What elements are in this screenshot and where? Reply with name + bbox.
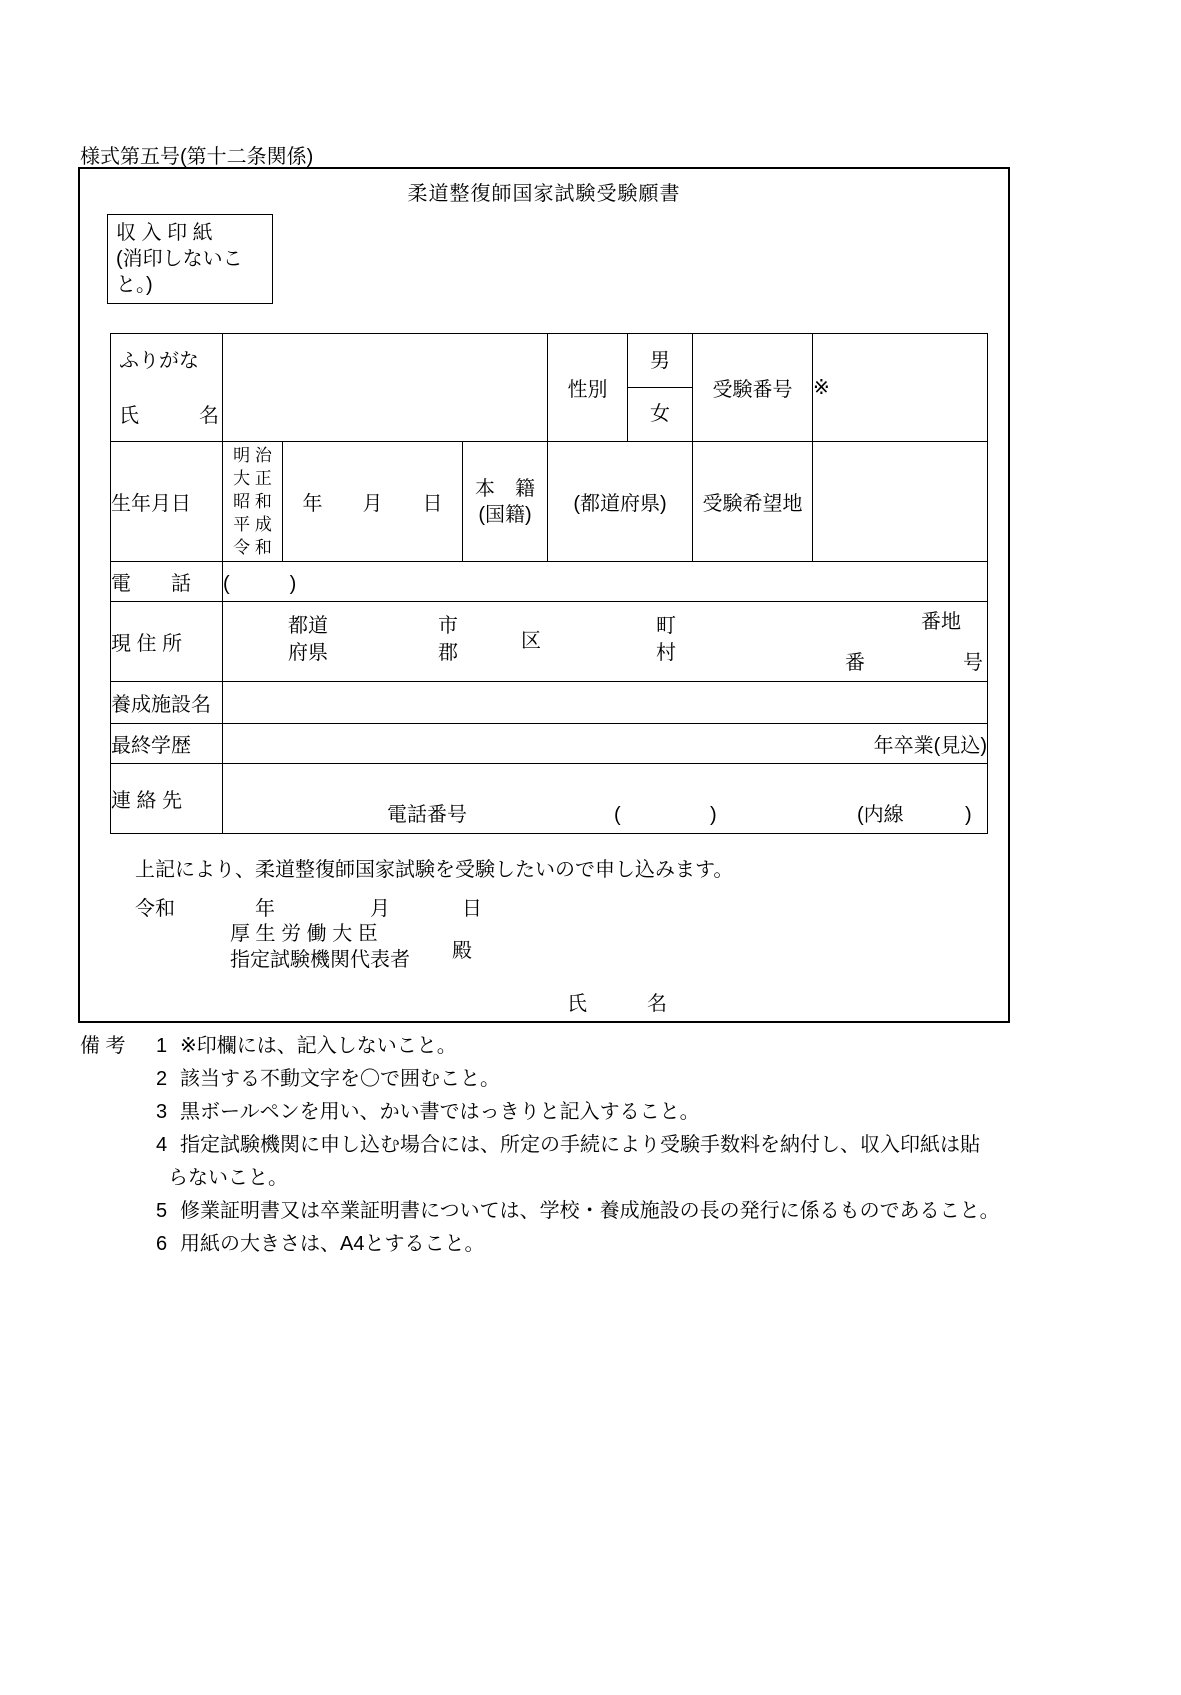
address-town-hint bbox=[656, 613, 676, 667]
addressee-agency-label: 指定試験機関代表者 bbox=[230, 949, 410, 971]
name-label-cell bbox=[111, 334, 223, 442]
furigana-label: ふりがな bbox=[119, 349, 199, 372]
table-row bbox=[111, 724, 988, 764]
table-row bbox=[111, 682, 988, 724]
list-item bbox=[80, 1030, 1140, 1063]
address-input-area bbox=[223, 602, 988, 682]
declaration-year-unit: 年 bbox=[255, 898, 275, 920]
address-city-line2: 郡 bbox=[438, 641, 458, 664]
stamp-box-line2: (消印しないこ bbox=[116, 248, 243, 270]
declaration-addressee bbox=[230, 921, 410, 973]
note-number: 5 bbox=[156, 1200, 168, 1222]
education-label: 最終学歴 bbox=[111, 724, 223, 764]
declaration-statement: 上記により、柔道整復師国家試験を受験したいので申し込みます。 bbox=[135, 859, 734, 881]
note-text: 用紙の大きさは、A4とすること。 bbox=[180, 1233, 485, 1255]
note-number: 2 bbox=[156, 1068, 168, 1090]
contact-extension-open: (内線 bbox=[857, 803, 904, 826]
contact-label: 連 絡 先 bbox=[111, 764, 223, 834]
address-prefecture-line2: 府県 bbox=[288, 641, 328, 664]
list-item bbox=[80, 1129, 1140, 1195]
list-item bbox=[80, 1063, 1140, 1096]
exam-number-input-area bbox=[813, 334, 988, 442]
contact-hints bbox=[223, 765, 987, 833]
note-text: 黒ボールペンを用い、かい書ではっきりと記入すること。 bbox=[180, 1101, 700, 1123]
address-go-hint: 号 bbox=[963, 651, 983, 674]
address-city-line1: 市 bbox=[438, 614, 458, 637]
list-item bbox=[80, 1096, 1140, 1129]
table-row bbox=[111, 334, 988, 442]
training-school-label: 養成施設名 bbox=[111, 682, 223, 724]
contact-extension-close: ) bbox=[965, 803, 972, 826]
application-table bbox=[110, 333, 988, 834]
note-number: 6 bbox=[156, 1233, 168, 1255]
name-input-area bbox=[223, 334, 548, 442]
address-town-line1: 町 bbox=[656, 614, 676, 637]
exam-site-label: 受験希望地 bbox=[693, 442, 813, 562]
contact-phone-label: 電話番号 bbox=[387, 803, 467, 826]
era-option-showa: 昭 和 bbox=[233, 492, 272, 511]
note-text: 指定試験機関に申し込む場合には、所定の手続により受験手数料を納付し、収入印紙は貼 bbox=[180, 1134, 980, 1156]
name-label: 氏 名 bbox=[119, 404, 219, 427]
address-prefecture-hint bbox=[288, 613, 328, 667]
address-hints bbox=[223, 603, 987, 681]
phone-input-area bbox=[223, 562, 988, 602]
revenue-stamp-box bbox=[107, 214, 273, 304]
graduation-hint: 年卒業(見込) bbox=[873, 735, 987, 757]
era-option-heisei: 平 成 bbox=[233, 515, 272, 534]
remarks-label: 備 考 bbox=[80, 1035, 126, 1057]
honorific-label: 殿 bbox=[452, 940, 472, 962]
date-units-label: 年 月 日 bbox=[283, 442, 463, 562]
form-number-label: 様式第五号(第十二条関係) bbox=[80, 146, 314, 168]
stamp-box-line1: 収 入 印 紙 bbox=[116, 222, 213, 244]
list-item bbox=[80, 1195, 1140, 1228]
address-label: 現 住 所 bbox=[111, 602, 223, 682]
address-prefecture-line1: 都道 bbox=[288, 614, 328, 637]
era-options-cell bbox=[223, 442, 283, 562]
note-text: ※印欄には、記入しないこと。 bbox=[180, 1035, 457, 1057]
address-town-line2: 村 bbox=[656, 641, 676, 664]
phone-parens: ( ) bbox=[223, 573, 297, 595]
no-entry-mark: ※ bbox=[813, 377, 830, 399]
training-school-input-area bbox=[223, 682, 988, 724]
exam-site-input-area bbox=[813, 442, 988, 562]
address-block-hint: 番地 bbox=[921, 610, 961, 633]
note-number: 3 bbox=[156, 1101, 168, 1123]
era-option-meiji: 明 治 bbox=[233, 446, 272, 465]
declaration-era-label: 令和 bbox=[135, 898, 175, 920]
era-option-reiwa: 令 和 bbox=[233, 538, 272, 557]
gender-options-cell bbox=[628, 334, 693, 442]
era-option-taisho: 大 正 bbox=[233, 469, 272, 488]
table-row bbox=[111, 602, 988, 682]
birth-date-label: 生年月日 bbox=[111, 442, 223, 562]
note-text: 該当する不動文字を〇で囲むこと。 bbox=[180, 1068, 500, 1090]
prefecture-hint: (都道府県) bbox=[548, 442, 693, 562]
contact-paren-open: ( bbox=[614, 803, 621, 826]
list-item bbox=[80, 1228, 1140, 1261]
domicile-label-line2: (国籍) bbox=[478, 503, 532, 526]
signature-name-label: 氏 名 bbox=[567, 993, 667, 1015]
phone-label: 電 話 bbox=[111, 562, 223, 602]
note-text: 修業証明書又は卒業証明書については、学校・養成施設の長の発行に係るものであること。 bbox=[180, 1200, 1000, 1222]
note-number: 1 bbox=[156, 1035, 168, 1057]
contact-input-area bbox=[223, 764, 988, 834]
address-ban-hint: 番 bbox=[845, 651, 865, 674]
remarks-section bbox=[80, 1030, 1140, 1261]
domicile-label-cell bbox=[463, 442, 548, 562]
address-ward-hint: 区 bbox=[521, 629, 541, 652]
name-label-stack bbox=[111, 335, 222, 441]
declaration-date-line bbox=[80, 892, 1008, 918]
domicile-label-line1: 本 籍 bbox=[475, 477, 535, 500]
gender-option-male: 男 bbox=[628, 335, 692, 388]
table-row bbox=[111, 442, 988, 562]
note-text-continued: らないこと。 bbox=[168, 1167, 288, 1189]
education-input-area bbox=[223, 724, 988, 764]
note-number: 4 bbox=[156, 1134, 168, 1156]
stamp-box-line3: と。) bbox=[116, 274, 153, 296]
table-row bbox=[111, 764, 988, 834]
form-title: 柔道整復師国家試験受験願書 bbox=[407, 183, 681, 205]
contact-paren-close: ) bbox=[710, 803, 717, 826]
declaration-month-unit: 月 bbox=[370, 898, 390, 920]
exam-number-label: 受験番号 bbox=[693, 334, 813, 442]
table-row bbox=[111, 562, 988, 602]
gender-option-female: 女 bbox=[650, 402, 670, 425]
application-form-box bbox=[78, 167, 1010, 1023]
gender-label: 性別 bbox=[548, 334, 628, 442]
addressee-minister-label: 厚 生 労 働 大 臣 bbox=[230, 923, 378, 945]
declaration-day-unit: 日 bbox=[462, 898, 482, 920]
address-city-hint bbox=[438, 613, 458, 667]
